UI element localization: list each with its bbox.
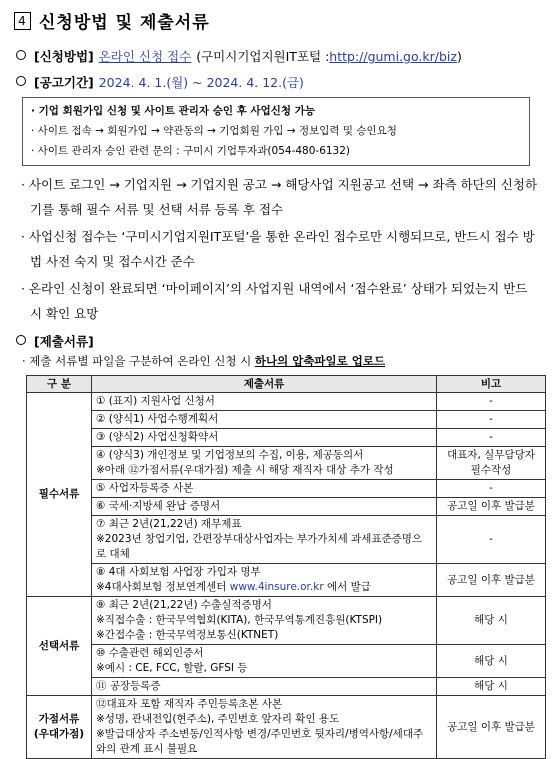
doc-line-suffix: 에서 발급 bbox=[323, 581, 371, 593]
docs-line bbox=[14, 332, 538, 350]
table-row bbox=[27, 393, 546, 411]
table-header-row bbox=[27, 376, 546, 393]
table-row bbox=[27, 480, 546, 498]
group-extra-sublabel: (우대가점) bbox=[33, 728, 85, 740]
doc-cell: ② (양식1) 사업수행계획서 bbox=[92, 411, 437, 429]
period-line bbox=[14, 73, 538, 91]
remark-cell: - bbox=[437, 516, 546, 564]
period-label: [공고기간] bbox=[34, 75, 94, 90]
doc-line: ※아래 ⑫가점서류(우대가점) 제출 시 해당 재직자 대상 추가 작성 bbox=[96, 464, 394, 476]
doc-line: ④ (양식3) 개인정보 및 기업정보의 수집, 이용, 제공동의서 bbox=[96, 449, 364, 461]
doc-line: ⑩ 수출관련 해외인증서 bbox=[96, 647, 204, 659]
table-row bbox=[27, 498, 546, 516]
site-close: ) bbox=[456, 49, 462, 64]
online-apply-link[interactable]: 온라인 신청 접수 bbox=[98, 49, 192, 64]
doc-cell bbox=[92, 645, 437, 678]
table-row bbox=[27, 411, 546, 429]
site-url-link[interactable]: http://gumi.go.kr/biz bbox=[329, 49, 457, 64]
documents-table bbox=[26, 375, 546, 759]
doc-line: ※직접수출 : 한국무역협회(KITA), 한국무역통계진흥원(KTSPI) bbox=[96, 614, 383, 626]
doc-line: ※예시 : CE, FCC, 할랄, GFSI 등 bbox=[96, 662, 248, 674]
doc-cell bbox=[92, 516, 437, 564]
site-text: (구미시기업지원IT포털 : bbox=[196, 49, 330, 64]
doc-cell: ③ (양식2) 사업신청확약서 bbox=[92, 429, 437, 447]
remark-cell: - bbox=[437, 429, 546, 447]
remark-cell: 공고일 이후 발급분 bbox=[437, 498, 546, 516]
notice-item: · 기업 회원가입 신청 및 사이트 관리자 승인 후 사업신청 가능 bbox=[31, 105, 315, 117]
period-value: 2024. 4. 1.(월) ~ 2024. 4. 12.(금) bbox=[98, 75, 304, 90]
doc-line: ※성명, 관내전입(현주소), 주민번호 앞자리 확인 용도 bbox=[96, 713, 340, 725]
table-row bbox=[27, 597, 546, 645]
doc-line: ⑧ 4대 사회보험 사업장 가입자 명부 bbox=[96, 566, 261, 578]
remark-cell: 공고일 이후 발급분 bbox=[437, 564, 546, 597]
insure-site-link[interactable]: www.4insure.or.kr bbox=[229, 581, 324, 593]
doc-line: ⑫대표자 포함 재직자 주민등록초본 사본 bbox=[96, 698, 283, 710]
docs-instruction-prefix: · 제출 서류별 파일을 구분하여 온라인 신청 시 bbox=[22, 354, 255, 368]
remark-cell: 해당 시 bbox=[437, 678, 546, 696]
remark-cell bbox=[437, 447, 546, 480]
notice-box bbox=[22, 97, 530, 166]
doc-cell bbox=[92, 564, 437, 597]
doc-cell: ① (표지) 지원사업 신청서 bbox=[92, 393, 437, 411]
doc-cell: ⑪ 공장등록증 bbox=[92, 678, 437, 696]
doc-cell: ⑤ 사업자등록증 사본 bbox=[92, 480, 437, 498]
header-remarks: 비고 bbox=[437, 376, 546, 393]
circle-bullet-icon bbox=[16, 76, 26, 86]
notice-item: · 사이트 접속 → 회원가입 → 약관동의 → 기업회원 가입 → 정보입력 및 승인요청 bbox=[31, 125, 397, 137]
doc-line-prefix: ※4대사회보험 정보연계센터 bbox=[96, 581, 230, 593]
section-title: 신청방법 및 제출서류 bbox=[39, 13, 210, 33]
doc-cell bbox=[92, 597, 437, 645]
docs-label: [제출서류] bbox=[34, 334, 94, 349]
table-row bbox=[27, 696, 546, 759]
docs-instruction bbox=[14, 353, 538, 369]
doc-cell bbox=[92, 447, 437, 480]
doc-line: ※2023년 창업기업, 간편장부대상사업자는 부가가치세 과세표준증명으로 대체 bbox=[96, 533, 423, 560]
doc-line: ※간접수출 : 한국무역정보통신(KTNET) bbox=[96, 629, 279, 641]
table-row bbox=[27, 564, 546, 597]
table-row bbox=[27, 447, 546, 480]
doc-cell: ⑥ 국세·지방세 완납 증명서 bbox=[92, 498, 437, 516]
group-required: 필수서류 bbox=[27, 393, 92, 597]
remark-cell: - bbox=[437, 480, 546, 498]
remark-cell: - bbox=[437, 411, 546, 429]
remark-line: 대표자, 실무담당자 bbox=[447, 449, 535, 461]
bullet-item: · 사업신청 접수는 ‘구미시기업지원IT포털’을 통한 온라인 접수로만 시행되므로, 반드시 접수 방법 사전 숙지 및 접수시간 준수 bbox=[21, 229, 535, 269]
notice-item: · 사이트 관리자 승인 관련 문의 : 구미시 기업투자과(054-480-6132) bbox=[31, 145, 351, 157]
docs-instruction-emphasis: 하나의 압축파일로 업로드 bbox=[254, 354, 386, 368]
table-row bbox=[27, 678, 546, 696]
group-extra bbox=[27, 696, 92, 759]
remark-cell: 해당 시 bbox=[437, 645, 546, 678]
bullet-item: · 온라인 신청이 완료되면 ‘마이페이지’의 사업지원 내역에서 ‘접수완료’ 상태가 되었는지 반드시 확인 요망 bbox=[21, 281, 528, 321]
header-documents: 제출서류 bbox=[92, 376, 437, 393]
group-optional: 선택서류 bbox=[27, 597, 92, 696]
doc-line: ※발급대상자 주소변동/인적사항 변경/주민번호 뒷자리/병역사항/세대주와의 관계 표시 불필요 bbox=[96, 728, 424, 755]
section-heading bbox=[14, 8, 538, 33]
header-category: 구 분 bbox=[27, 376, 92, 393]
doc-line: ⑨ 최근 2년(21,22년) 수출실적증명서 bbox=[96, 599, 272, 611]
circle-bullet-icon bbox=[16, 335, 26, 345]
section-number: 4 bbox=[14, 12, 31, 30]
doc-cell bbox=[92, 696, 437, 759]
group-extra-label: 가점서류 bbox=[38, 713, 80, 725]
method-line bbox=[14, 47, 538, 65]
remark-cell: 공고일 이후 발급분 bbox=[437, 696, 546, 759]
method-label: [신청방법] bbox=[34, 49, 94, 64]
table-row bbox=[27, 429, 546, 447]
doc-line: ⑦ 최근 2년(21,22년) 재무제표 bbox=[96, 518, 242, 530]
remark-cell: 해당 시 bbox=[437, 597, 546, 645]
circle-bullet-icon bbox=[16, 50, 26, 60]
remark-line: 필수작성 bbox=[470, 464, 512, 476]
doc-line bbox=[96, 580, 432, 595]
table-row bbox=[27, 645, 546, 678]
bullet-item: · 사이트 로그인 → 기업지원 → 기업지원 공고 → 해당사업 지원공고 선택 → 좌측 하단의 신청하기를 통해 필수 서류 및 선택 서류 등록 후 접수 bbox=[21, 177, 538, 217]
remark-cell: - bbox=[437, 393, 546, 411]
table-row bbox=[27, 516, 546, 564]
